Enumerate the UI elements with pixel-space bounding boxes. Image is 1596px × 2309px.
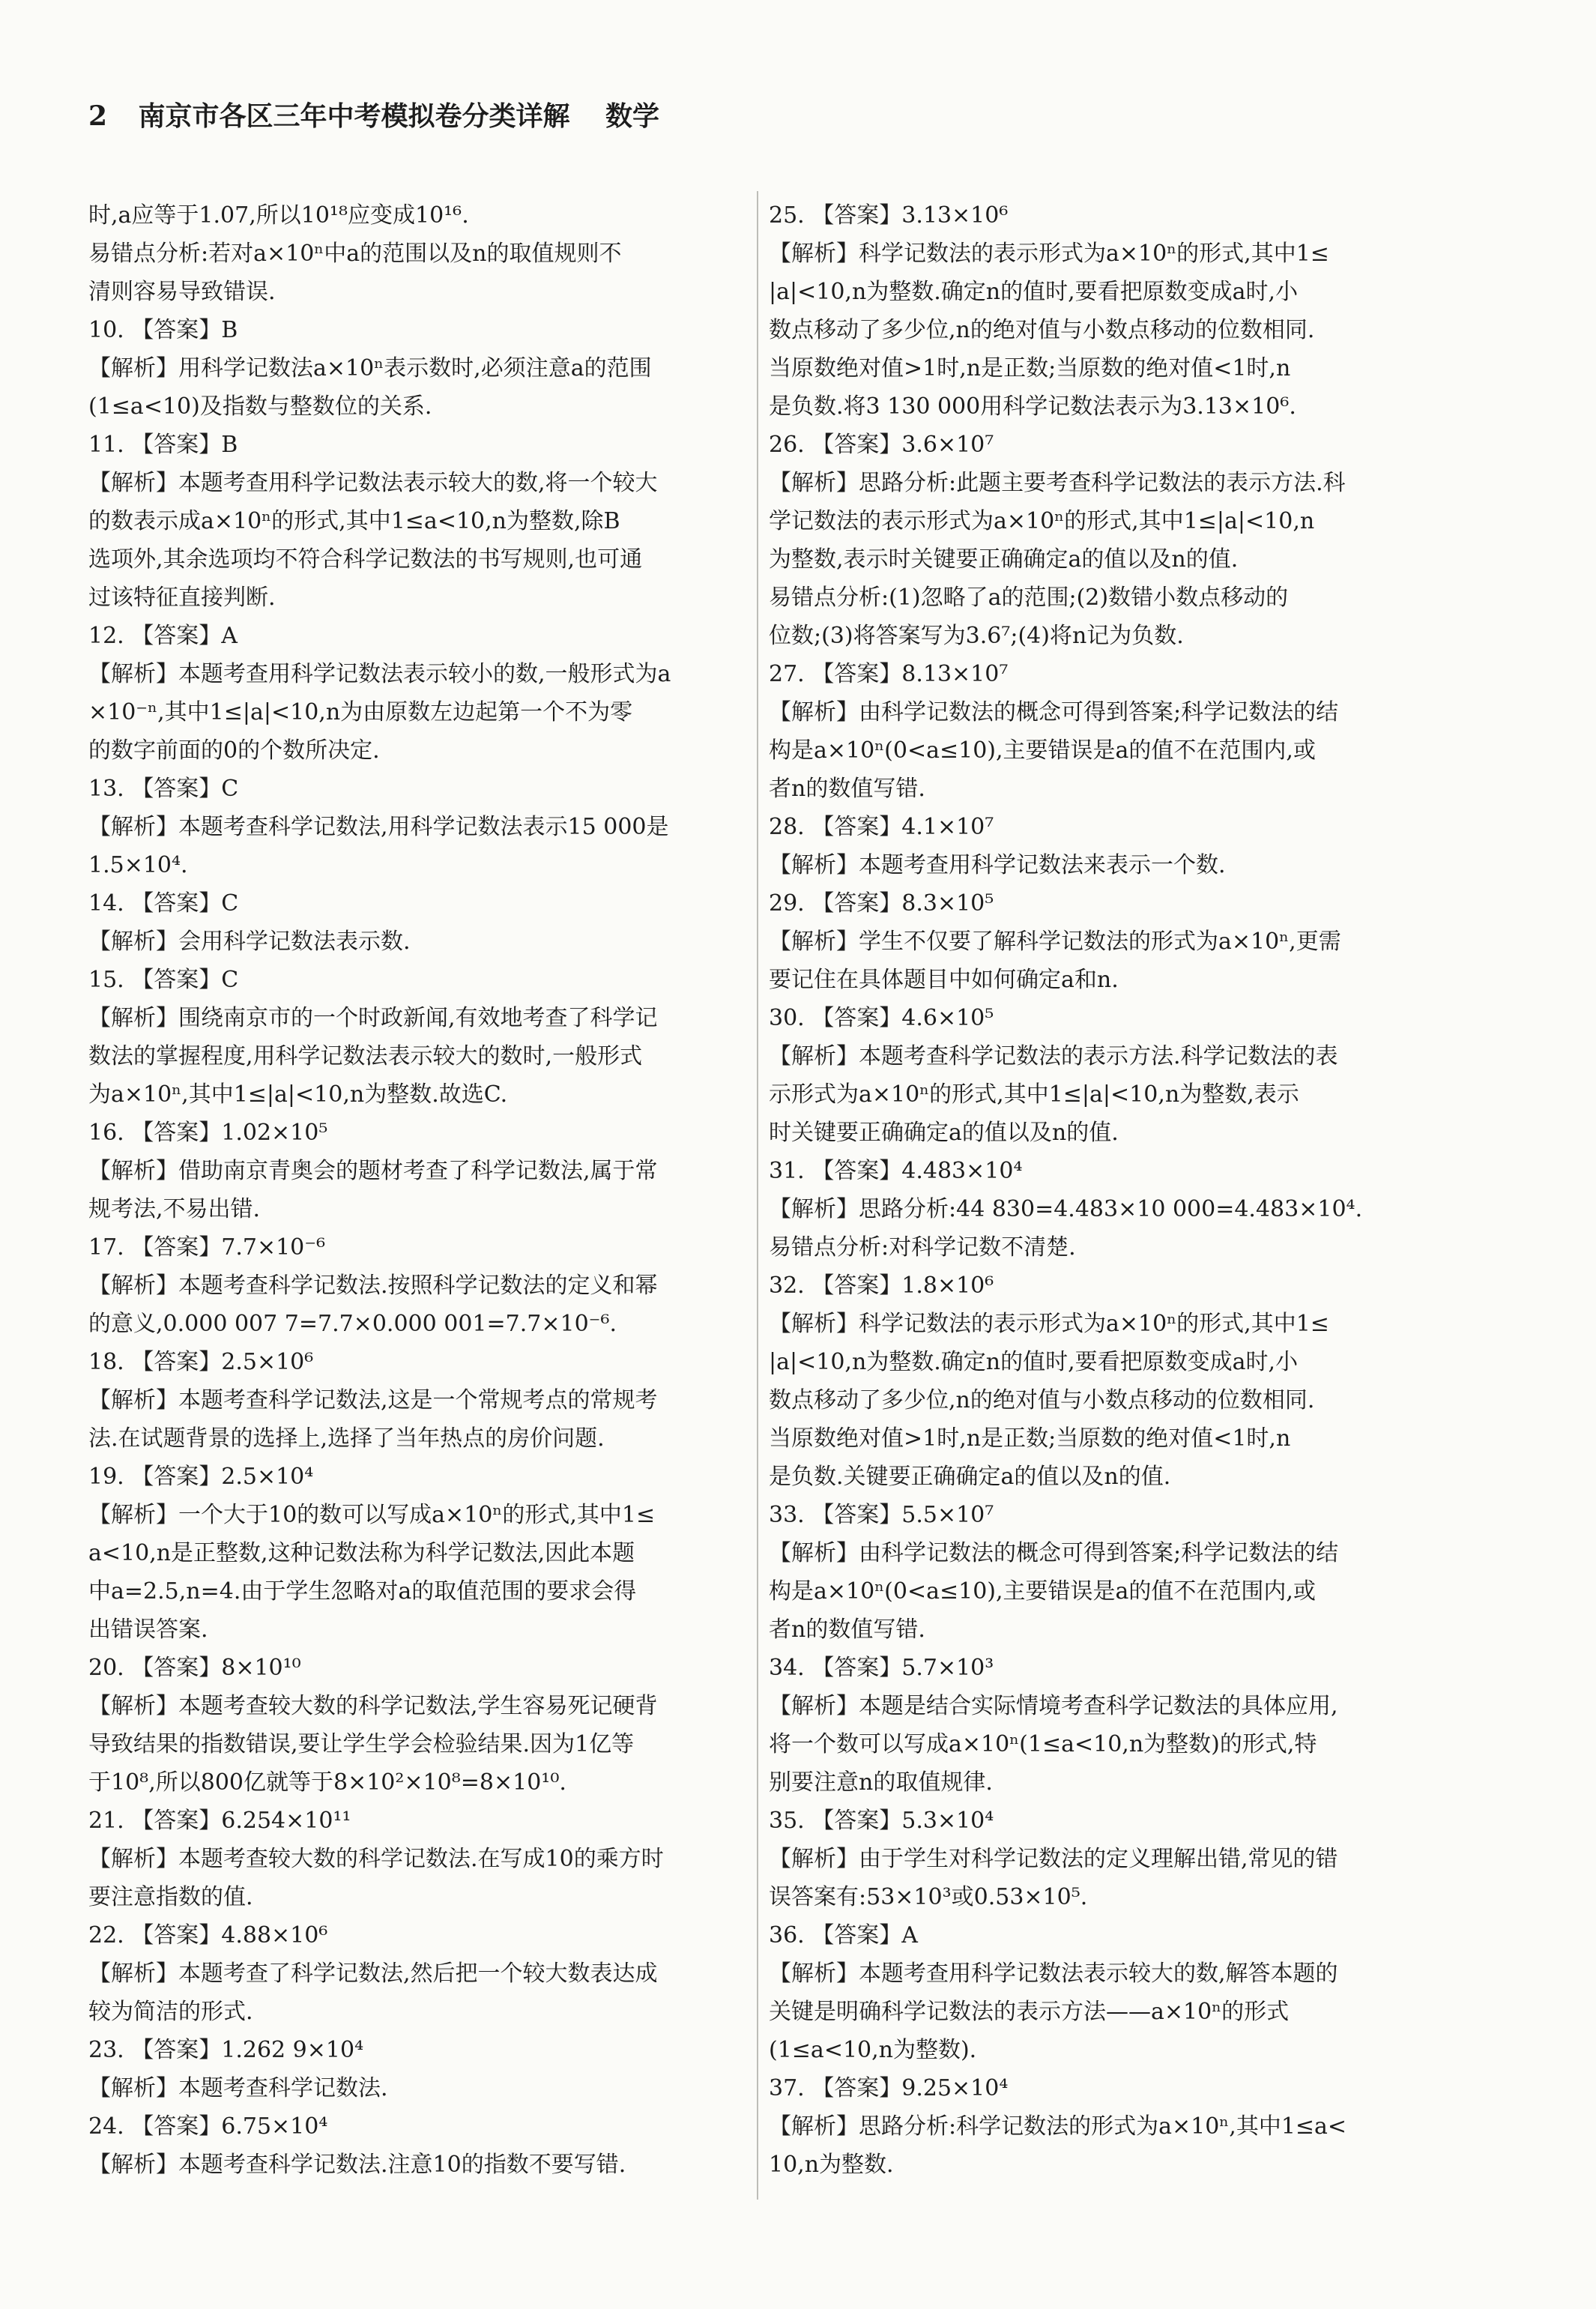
text-line: 【解析】由科学记数法的概念可得到答案;科学记数法的结 [769, 1540, 1339, 1566]
text-line: 32. 【答案】1.8×10⁶ [769, 1273, 994, 1299]
text-line: 【解析】由于学生对科学记数法的定义理解出错,常见的错 [769, 1846, 1338, 1872]
text-line: 23. 【答案】1.262 9×10⁴ [88, 2037, 364, 2063]
text-line: 15. 【答案】C [88, 967, 239, 993]
text-line: 37. 【答案】9.25×10⁴ [769, 2075, 1009, 2101]
text-line: 【解析】科学记数法的表示形式为a×10ⁿ的形式,其中1≤ [769, 1311, 1329, 1337]
text-line: 22. 【答案】4.88×10⁶ [88, 1922, 328, 1949]
text-line: 数法的掌握程度,用科学记数法表示较大的数时,一般形式 [88, 1043, 643, 1069]
text-line: 10,n为整数. [769, 2152, 894, 2178]
text-line: 1.5×10⁴. [88, 852, 188, 878]
text-line: 数点移动了多少位,n的绝对值与小数点移动的位数相同. [769, 1387, 1315, 1413]
text-line: 关键是明确科学记数法的表示方法——a×10ⁿ的形式 [769, 1999, 1290, 2025]
text-line: (1≤a<10)及指数与整数位的关系. [88, 393, 432, 420]
text-line: a<10,n是正整数,这种记数法称为科学记数法,因此本题 [88, 1540, 635, 1566]
text-line: 时关键要正确确定a的值以及n的值. [769, 1120, 1119, 1146]
text-line: 34. 【答案】5.7×10³ [769, 1655, 994, 1681]
text-line: ×10⁻ⁿ,其中1≤|a|<10,n为由原数左边起第一个不为零 [88, 699, 633, 725]
text-line: 16. 【答案】1.02×10⁵ [88, 1120, 328, 1146]
text-line: 13. 【答案】C [88, 776, 239, 802]
text-line: 24. 【答案】6.75×10⁴ [88, 2113, 328, 2140]
text-line: 法.在试题背景的选择上,选择了当年热点的房价问题. [88, 1425, 605, 1452]
text-line: 中a=2.5,n=4.由于学生忽略对a的取值范围的要求会得 [88, 1578, 637, 1605]
text-line: 【解析】本题是结合实际情境考查科学记数法的具体应用, [769, 1693, 1338, 1719]
text-line: 30. 【答案】4.6×10⁵ [769, 1005, 994, 1031]
text-line: 要记住在具体题目中如何确定a和n. [769, 967, 1119, 993]
text-line: 时,a应等于1.07,所以10¹⁸应变成10¹⁶. [88, 202, 469, 229]
text-line: 【解析】由科学记数法的概念可得到答案;科学记数法的结 [769, 699, 1339, 725]
text-line: 20. 【答案】8×10¹⁰ [88, 1655, 301, 1681]
text-line: 【解析】本题考查科学记数法,用科学记数法表示15 000是 [88, 814, 669, 840]
text-line: 26. 【答案】3.6×10⁷ [769, 432, 994, 458]
text-line: 17. 【答案】7.7×10⁻⁶ [88, 1234, 326, 1261]
text-line: 33. 【答案】5.5×10⁷ [769, 1502, 994, 1528]
text-line: 为a×10ⁿ,其中1≤|a|<10,n为整数.故选C. [88, 1081, 508, 1108]
text-line: 【解析】借助南京青奥会的题材考查了科学记数法,属于常 [88, 1158, 658, 1184]
text-line: 【解析】用科学记数法a×10ⁿ表示数时,必须注意a的范围 [88, 355, 652, 381]
book-title: 南京市各区三年中考模拟卷分类详解 [138, 100, 570, 132]
text-line: 10. 【答案】B [88, 317, 238, 343]
text-line: 【解析】本题考查用科学记数法表示较大的数,将一个较大 [88, 470, 658, 496]
text-line: 31. 【答案】4.483×10⁴ [769, 1158, 1023, 1184]
text-line: 12. 【答案】A [88, 623, 238, 649]
text-line: 是负数.将3 130 000用科学记数法表示为3.13×10⁶. [769, 393, 1296, 420]
text-line: 数点移动了多少位,n的绝对值与小数点移动的位数相同. [769, 317, 1315, 343]
page-header [88, 94, 659, 139]
text-line: 出错误答案. [88, 1617, 208, 1643]
text-line: 【解析】本题考查较大数的科学记数法.在写成10的乘方时 [88, 1846, 664, 1872]
text-line: 【解析】本题考查科学记数法,这是一个常规考点的常规考 [88, 1387, 658, 1413]
text-line: 较为简洁的形式. [88, 1999, 253, 2025]
text-line: 【解析】思路分析:44 830=4.483×10 000=4.483×10⁴. [769, 1196, 1363, 1222]
text-line: |a|<10,n为整数.确定n的值时,要看把原数变成a时,小 [769, 1349, 1299, 1375]
left-answer-column [88, 196, 750, 2184]
text-line: 【解析】本题考查科学记数法.注意10的指数不要写错. [88, 2152, 626, 2178]
page-number: 2 [88, 100, 108, 132]
text-line: 当原数绝对值>1时,n是正数;当原数的绝对值<1时,n [769, 355, 1291, 381]
text-line: 于10⁸,所以800亿就等于8×10²×10⁸=8×10¹⁰. [88, 1769, 566, 1796]
text-line: 别要注意n的取值规律. [769, 1769, 993, 1796]
text-line: 【解析】学生不仅要了解科学记数法的形式为a×10ⁿ,更需 [769, 929, 1341, 955]
text-line: 导致结果的指数错误,要让学生学会检验结果.因为1亿等 [88, 1731, 635, 1757]
text-line: 【解析】思路分析:此题主要考查科学记数法的表示方法.科 [769, 470, 1346, 496]
text-line: 误答案有:53×10³或0.53×10⁵. [769, 1884, 1088, 1910]
text-line: 29. 【答案】8.3×10⁵ [769, 890, 994, 917]
text-line: 示形式为a×10ⁿ的形式,其中1≤|a|<10,n为整数,表示 [769, 1081, 1299, 1108]
text-line: 是负数.关键要正确确定a的值以及n的值. [769, 1464, 1171, 1490]
text-line: 的意义,0.000 007 7=7.7×0.000 001=7.7×10⁻⁶. [88, 1311, 617, 1337]
text-line: 28. 【答案】4.1×10⁷ [769, 814, 994, 840]
text-line: 25. 【答案】3.13×10⁶ [769, 202, 1009, 229]
text-line: 35. 【答案】5.3×10⁴ [769, 1808, 994, 1834]
text-line: 规考法,不易出错. [88, 1196, 261, 1222]
text-line: 易错点分析:若对a×10ⁿ中a的范围以及n的取值规则不 [88, 241, 622, 267]
text-line: 【解析】思路分析:科学记数法的形式为a×10ⁿ,其中1≤a< [769, 2113, 1347, 2140]
text-line: 36. 【答案】A [769, 1922, 918, 1949]
text-line: 过该特征直接判断. [88, 585, 276, 611]
text-line: 27. 【答案】8.13×10⁷ [769, 661, 1009, 687]
text-line: 当原数绝对值>1时,n是正数;当原数的绝对值<1时,n [769, 1425, 1291, 1452]
text-line: 19. 【答案】2.5×10⁴ [88, 1464, 314, 1490]
text-line: |a|<10,n为整数.确定n的值时,要看把原数变成a时,小 [769, 279, 1299, 305]
text-line: 11. 【答案】B [88, 432, 238, 458]
text-line: 【解析】一个大于10的数可以写成a×10ⁿ的形式,其中1≤ [88, 1502, 656, 1528]
text-line: 将一个数可以写成a×10ⁿ(1≤a<10,n为整数)的形式,特 [769, 1731, 1317, 1757]
text-line: 构是a×10ⁿ(0<a≤10),主要错误是a的值不在范围内,或 [769, 1578, 1316, 1605]
subject-label: 数学 [605, 100, 659, 132]
text-line: 者n的数值写错. [769, 776, 925, 802]
text-line: 18. 【答案】2.5×10⁶ [88, 1349, 314, 1375]
text-line: 【解析】本题考查较大数的科学记数法,学生容易死记硬背 [88, 1693, 658, 1719]
text-line: 为整数,表示时关键要正确确定a的值以及n的值. [769, 546, 1239, 573]
text-line: 【解析】会用科学记数法表示数. [88, 929, 411, 955]
text-line: 【解析】本题考查用科学记数法表示较大的数,解答本题的 [769, 1961, 1338, 1987]
text-line: 【解析】围绕南京市的一个时政新闻,有效地考查了科学记 [88, 1005, 658, 1031]
column-divider [757, 191, 758, 2200]
text-line: 的数字前面的0的个数所决定. [88, 737, 380, 764]
text-line: 者n的数值写错. [769, 1617, 925, 1643]
text-line: 21. 【答案】6.254×10¹¹ [88, 1808, 351, 1834]
text-line: 【解析】本题考查科学记数法.按照科学记数法的定义和幂 [88, 1273, 658, 1299]
text-line: 【解析】本题考查用科学记数法表示较小的数,一般形式为a [88, 661, 671, 687]
text-line: 易错点分析:(1)忽略了a的范围;(2)数错小数点移动的 [769, 585, 1289, 611]
text-line: 【解析】本题考查用科学记数法来表示一个数. [769, 852, 1226, 878]
text-line: 学记数法的表示形式为a×10ⁿ的形式,其中1≤|a|<10,n [769, 508, 1315, 534]
text-line: 【解析】本题考查了科学记数法,然后把一个较大数表达成 [88, 1961, 658, 1987]
text-line: 要注意指数的值. [88, 1884, 253, 1910]
text-line: 易错点分析:对科学记数不清楚. [769, 1234, 1076, 1261]
text-line: 【解析】本题考查科学记数法. [88, 2075, 388, 2101]
text-line: 构是a×10ⁿ(0<a≤10),主要错误是a的值不在范围内,或 [769, 737, 1316, 764]
text-line: 的数表示成a×10ⁿ的形式,其中1≤a<10,n为整数,除B [88, 508, 620, 534]
right-answer-column [769, 196, 1430, 2184]
text-line: 【解析】本题考查科学记数法的表示方法.科学记数法的表 [769, 1043, 1338, 1069]
text-line: 选项外,其余选项均不符合科学记数法的书写规则,也可通 [88, 546, 643, 573]
text-line: 【解析】科学记数法的表示形式为a×10ⁿ的形式,其中1≤ [769, 241, 1329, 267]
text-line: 14. 【答案】C [88, 890, 239, 917]
text-line: 清则容易导致错误. [88, 279, 276, 305]
text-line: 位数;(3)将答案写为3.6⁷;(4)将n记为负数. [769, 623, 1184, 649]
text-line: (1≤a<10,n为整数). [769, 2037, 977, 2063]
